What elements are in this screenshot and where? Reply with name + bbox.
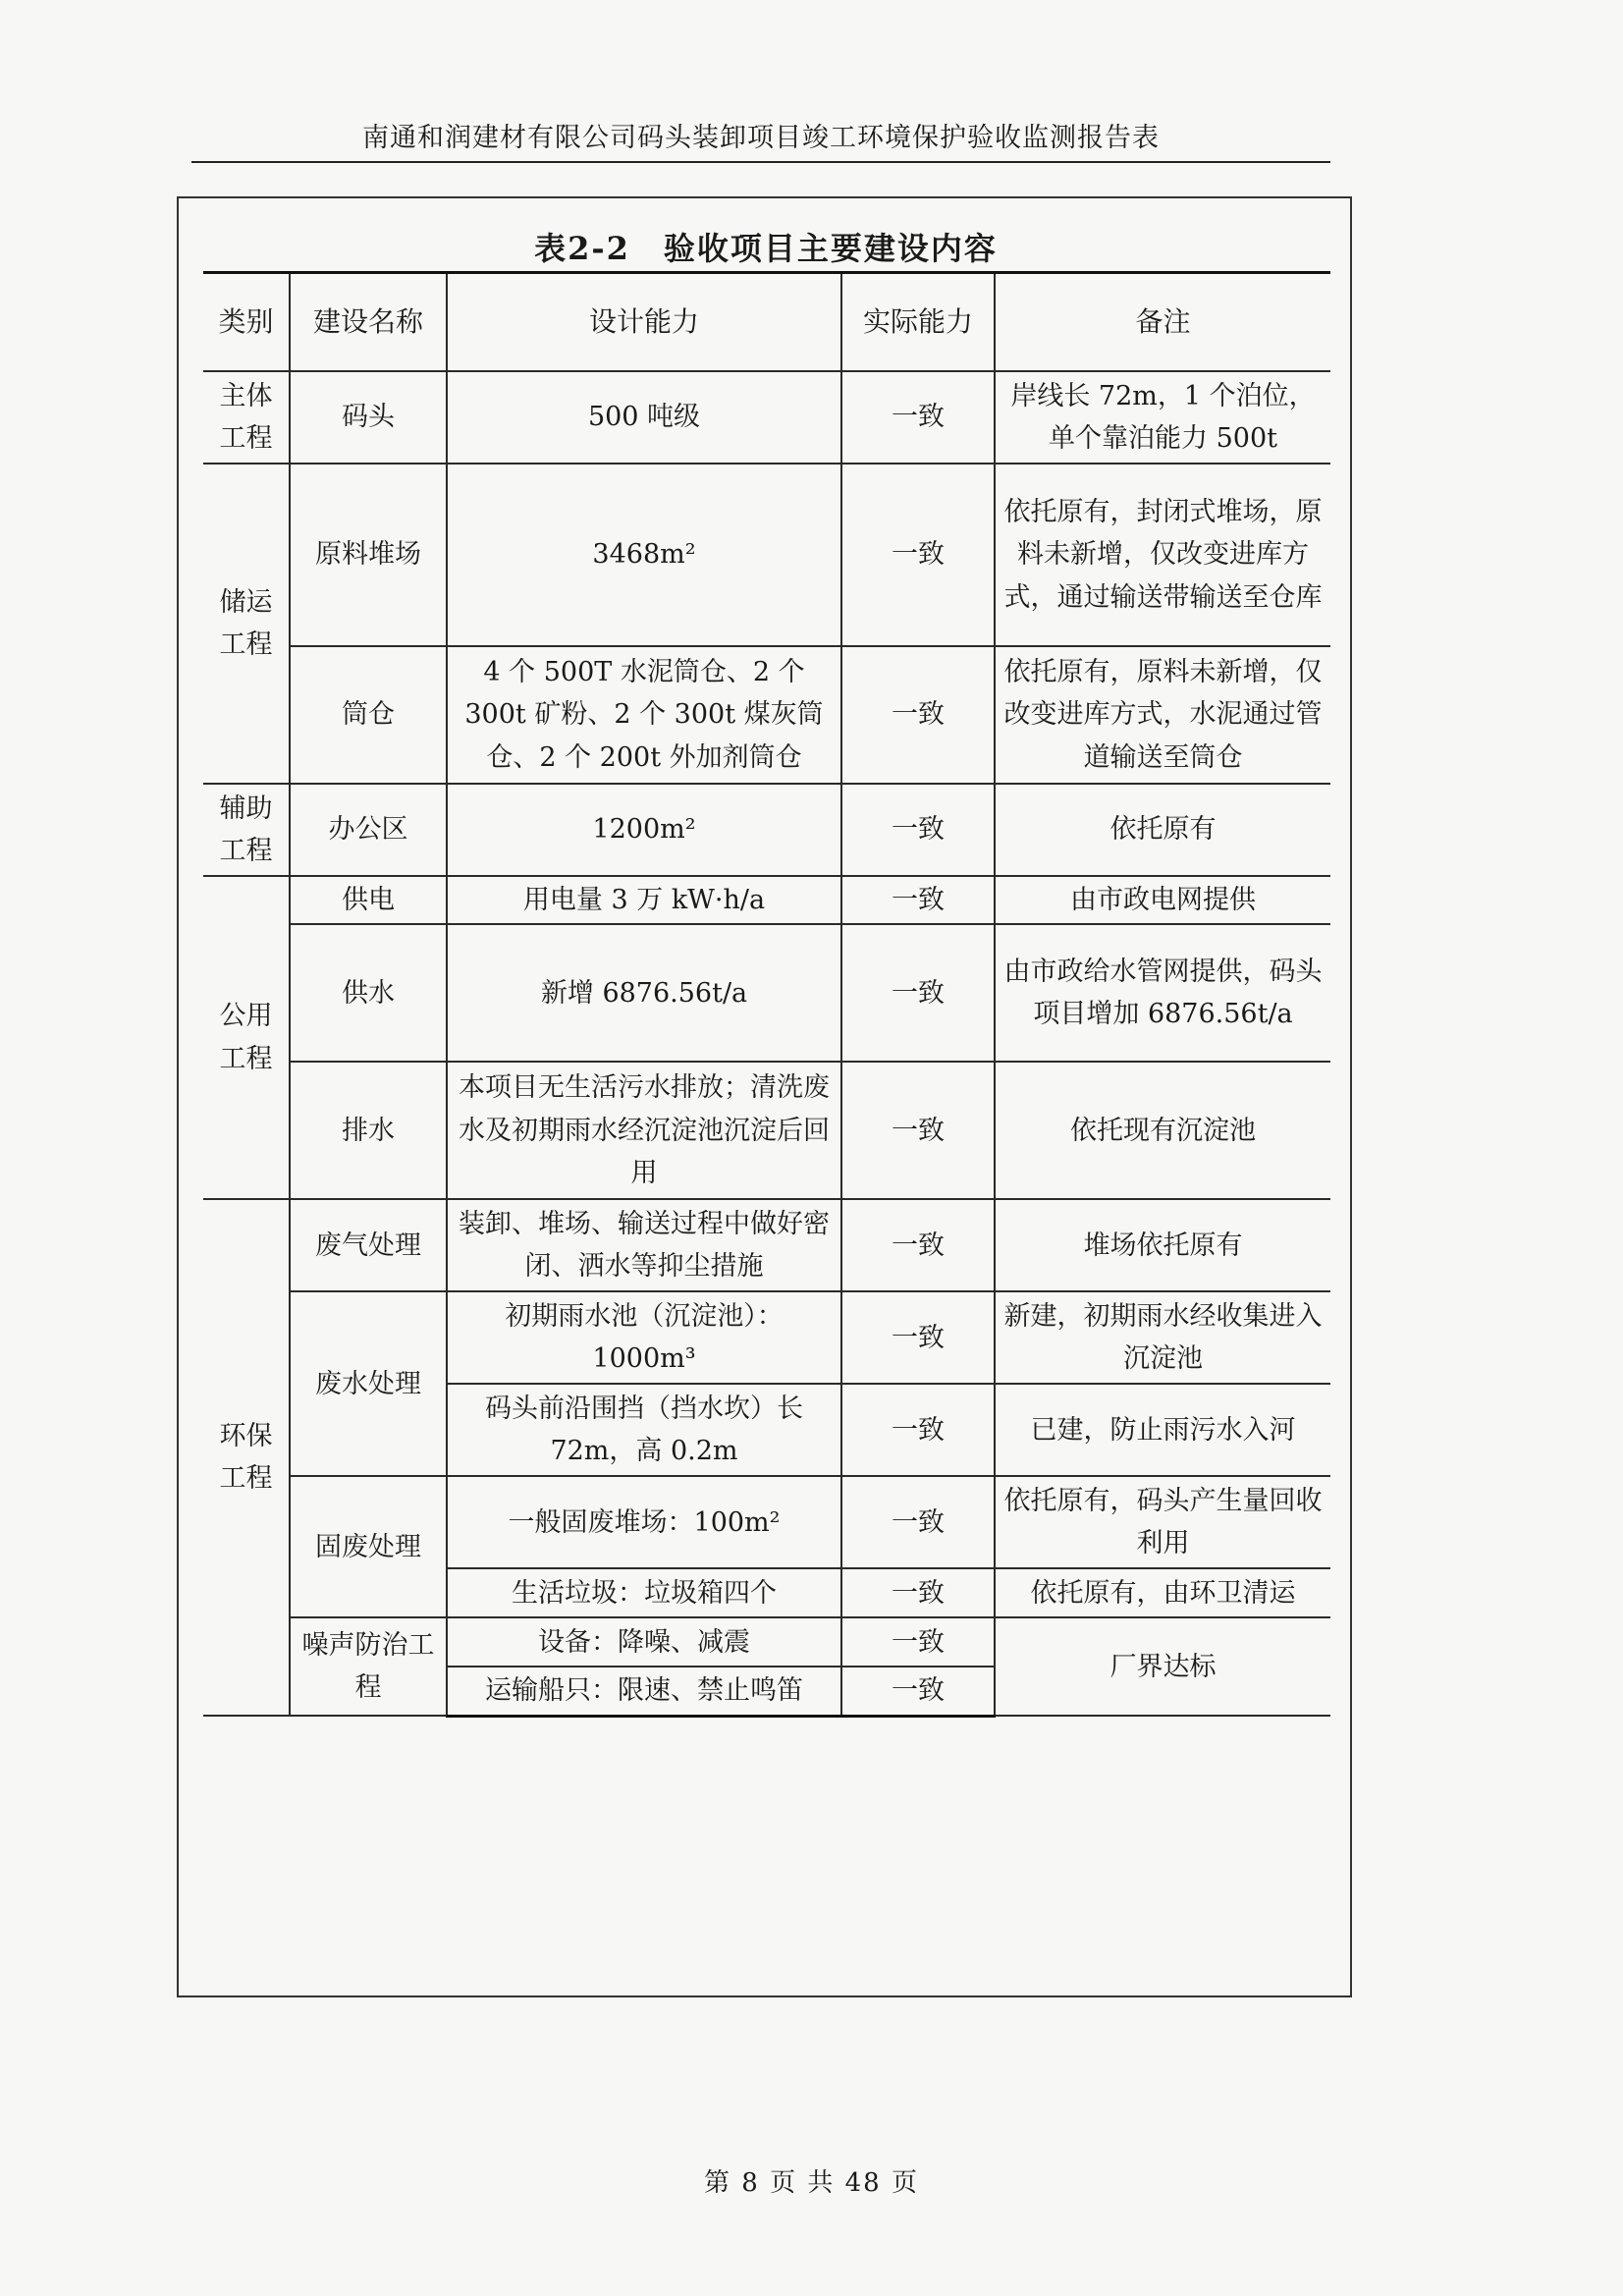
col-header-note: 备注 [995, 273, 1330, 372]
table-title-text: 验收项目主要建设内容 [663, 230, 998, 267]
note-cell: 新建，初期雨水经收集进入沉淀池 [995, 1291, 1330, 1384]
actual-cell: 一致 [841, 1291, 995, 1384]
design-cell: 一般固废堆场：100m² [447, 1476, 841, 1568]
design-cell: 用电量 3 万 kW·h/a [447, 876, 841, 924]
actual-cell: 一致 [841, 924, 995, 1062]
design-cell: 设备：降噪、减震 [447, 1617, 841, 1667]
actual-cell: 一致 [841, 1568, 995, 1617]
name-cell: 固废处理 [290, 1476, 447, 1617]
actual-cell: 一致 [841, 646, 995, 784]
table-row [203, 1062, 1330, 1199]
name-cell: 废气处理 [290, 1199, 447, 1291]
actual-cell: 一致 [841, 464, 995, 646]
name-cell: 原料堆场 [290, 464, 447, 646]
actual-cell: 一致 [841, 1667, 995, 1716]
category-cell: 储运工程 [203, 464, 290, 784]
table-title [201, 224, 1330, 269]
note-cell: 厂界达标 [995, 1617, 1330, 1716]
actual-cell: 一致 [841, 371, 995, 464]
table-row [203, 464, 1330, 646]
col-header-name: 建设名称 [290, 273, 447, 372]
col-header-category: 类别 [203, 273, 290, 372]
note-cell: 依托原有，封闭式堆场，原料未新增，仅改变进库方式，通过输送带输送至仓库 [995, 464, 1330, 646]
note-cell: 由市政给水管网提供，码头项目增加 6876.56t/a [995, 924, 1330, 1062]
table-row [203, 784, 1330, 876]
name-cell: 码头 [290, 371, 447, 464]
note-cell: 岸线长 72m，1 个泊位，单个靠泊能力 500t [995, 371, 1330, 464]
col-header-design: 设计能力 [447, 273, 841, 372]
actual-cell: 一致 [841, 1617, 995, 1667]
table-header-row [203, 273, 1330, 372]
note-cell: 依托原有，码头产生量回收利用 [995, 1476, 1330, 1568]
note-cell: 由市政电网提供 [995, 876, 1330, 924]
actual-cell: 一致 [841, 1062, 995, 1199]
category-cell: 公用工程 [203, 876, 290, 1199]
name-cell: 噪声防治工程 [290, 1617, 447, 1716]
table-number: 表2-2 [534, 230, 630, 267]
name-cell: 筒仓 [290, 646, 447, 784]
category-cell: 辅助工程 [203, 784, 290, 876]
design-cell: 码头前沿围挡（挡水坎）长 72m，高 0.2m [447, 1384, 841, 1476]
name-cell: 办公区 [290, 784, 447, 876]
design-cell: 500 吨级 [447, 371, 841, 464]
design-cell: 1200m² [447, 784, 841, 876]
table-row [203, 1476, 1330, 1568]
table-row [203, 371, 1330, 464]
report-header-title: 南通和润建材有限公司码头装卸项目竣工环境保护验收监测报告表 [362, 123, 1160, 153]
actual-cell: 一致 [841, 784, 995, 876]
note-cell: 依托原有，原料未新增，仅改变进库方式，水泥通过管道输送至筒仓 [995, 646, 1330, 784]
note-cell: 依托原有，由环卫清运 [995, 1568, 1330, 1617]
design-cell: 生活垃圾：垃圾箱四个 [447, 1568, 841, 1617]
table-row [203, 1291, 1330, 1384]
note-cell: 依托原有 [995, 784, 1330, 876]
table-row [203, 646, 1330, 784]
table-row [203, 924, 1330, 1062]
design-cell: 装卸、堆场、输送过程中做好密闭、洒水等抑尘措施 [447, 1199, 841, 1291]
note-cell: 已建，防止雨污水入河 [995, 1384, 1330, 1476]
construction-content-table [203, 271, 1330, 1718]
name-cell: 供电 [290, 876, 447, 924]
table-row [203, 876, 1330, 924]
actual-cell: 一致 [841, 1384, 995, 1476]
name-cell: 排水 [290, 1062, 447, 1199]
design-cell: 运输船只：限速、禁止鸣笛 [447, 1667, 841, 1716]
design-cell: 4 个 500T 水泥筒仓、2 个 300t 矿粉、2 个 300t 煤灰筒仓、2 个 200t 外加剂筒仓 [447, 646, 841, 784]
page-number: 第 8 页 共 48 页 [704, 2168, 919, 2198]
actual-cell: 一致 [841, 876, 995, 924]
design-cell: 本项目无生活污水排放；清洗废水及初期雨水经沉淀池沉淀后回用 [447, 1062, 841, 1199]
note-cell: 堆场依托原有 [995, 1199, 1330, 1291]
category-cell: 环保工程 [203, 1199, 290, 1716]
actual-cell: 一致 [841, 1199, 995, 1291]
table-row [203, 1199, 1330, 1291]
header-divider [191, 161, 1330, 163]
design-cell: 3468m² [447, 464, 841, 646]
design-cell: 初期雨水池（沉淀池）：1000m³ [447, 1291, 841, 1384]
name-cell: 废水处理 [290, 1291, 447, 1476]
col-header-actual: 实际能力 [841, 273, 995, 372]
category-cell: 主体工程 [203, 371, 290, 464]
table-row [203, 1617, 1330, 1667]
design-cell: 新增 6876.56t/a [447, 924, 841, 1062]
note-cell: 依托现有沉淀池 [995, 1062, 1330, 1199]
actual-cell: 一致 [841, 1476, 995, 1568]
name-cell: 供水 [290, 924, 447, 1062]
